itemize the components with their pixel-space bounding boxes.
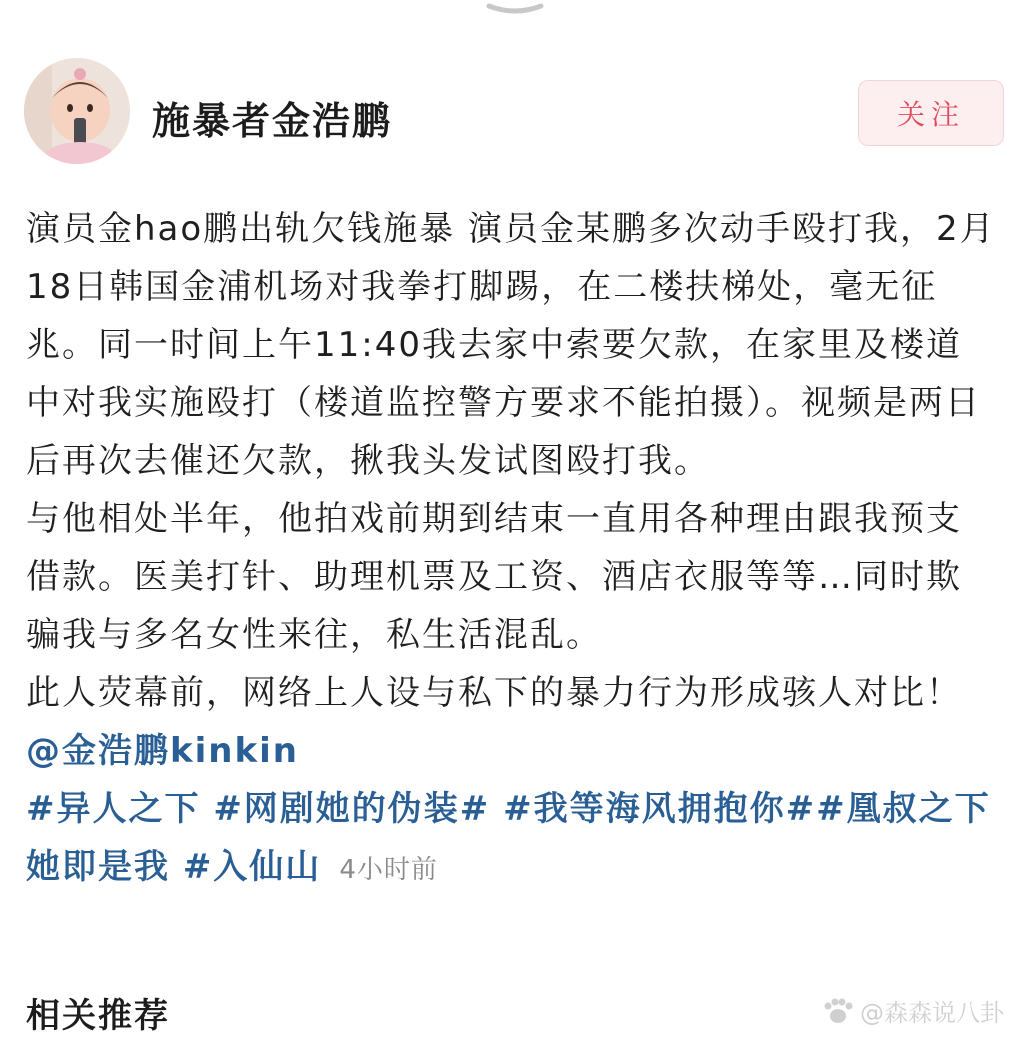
related-heading: 相关推荐 — [26, 996, 170, 1036]
hashtag-link[interactable]: #凰叔之下她即是我 — [26, 789, 991, 887]
post-text: 此人荧幕前，网络上人设与私下的暴力行为形成骇人对比！ — [26, 673, 962, 713]
avatar[interactable] — [24, 58, 130, 164]
post-body — [26, 200, 996, 899]
post-paragraph: 与他相处半年，他拍戏前期到结束一直用各种理由跟我预支借款。医美打针、助理机票及工资、酒店衣服等等…同时欺骗我与多名女性来往，私生活混乱。 — [26, 499, 962, 655]
hashtag-link[interactable]: #我等海风拥抱你# — [503, 789, 817, 829]
hashtag-link[interactable]: #网剧她的伪装# — [213, 789, 491, 829]
avatar-image — [24, 58, 130, 164]
mention-link[interactable]: @金浩鹏kinkin — [26, 731, 299, 771]
hashtag-line — [26, 780, 996, 899]
post-paragraph — [26, 664, 996, 780]
watermark — [820, 993, 1004, 1028]
username[interactable]: 施暴者金浩鹏 — [152, 99, 393, 143]
follow-button[interactable]: 关注 — [858, 80, 1004, 146]
post-paragraph: 演员金hao鹏出轨欠钱施暴 演员金某鹏多次动手殴打我，2月18日韩国金浦机场对我拳打脚踢，在二楼扶梯处，毫无征兆。同一时间上午11:40我去家中索要欠款，在家里及楼道中对我实施殴打（楼道监控警方要求不能拍摄）。视频是两日后再次去催还欠款，揪我头发试图殴打我。 — [26, 209, 996, 481]
chevron-down-icon[interactable] — [486, 2, 544, 16]
post-timestamp: 4小时前 — [339, 855, 438, 885]
watermark-text: @森森说八卦 — [860, 999, 1004, 1027]
post-header — [24, 58, 1004, 170]
hashtag-link[interactable]: #入仙山 — [182, 847, 322, 887]
hashtag-link[interactable]: #异人之下 — [26, 789, 201, 829]
paw-icon — [820, 997, 854, 1025]
